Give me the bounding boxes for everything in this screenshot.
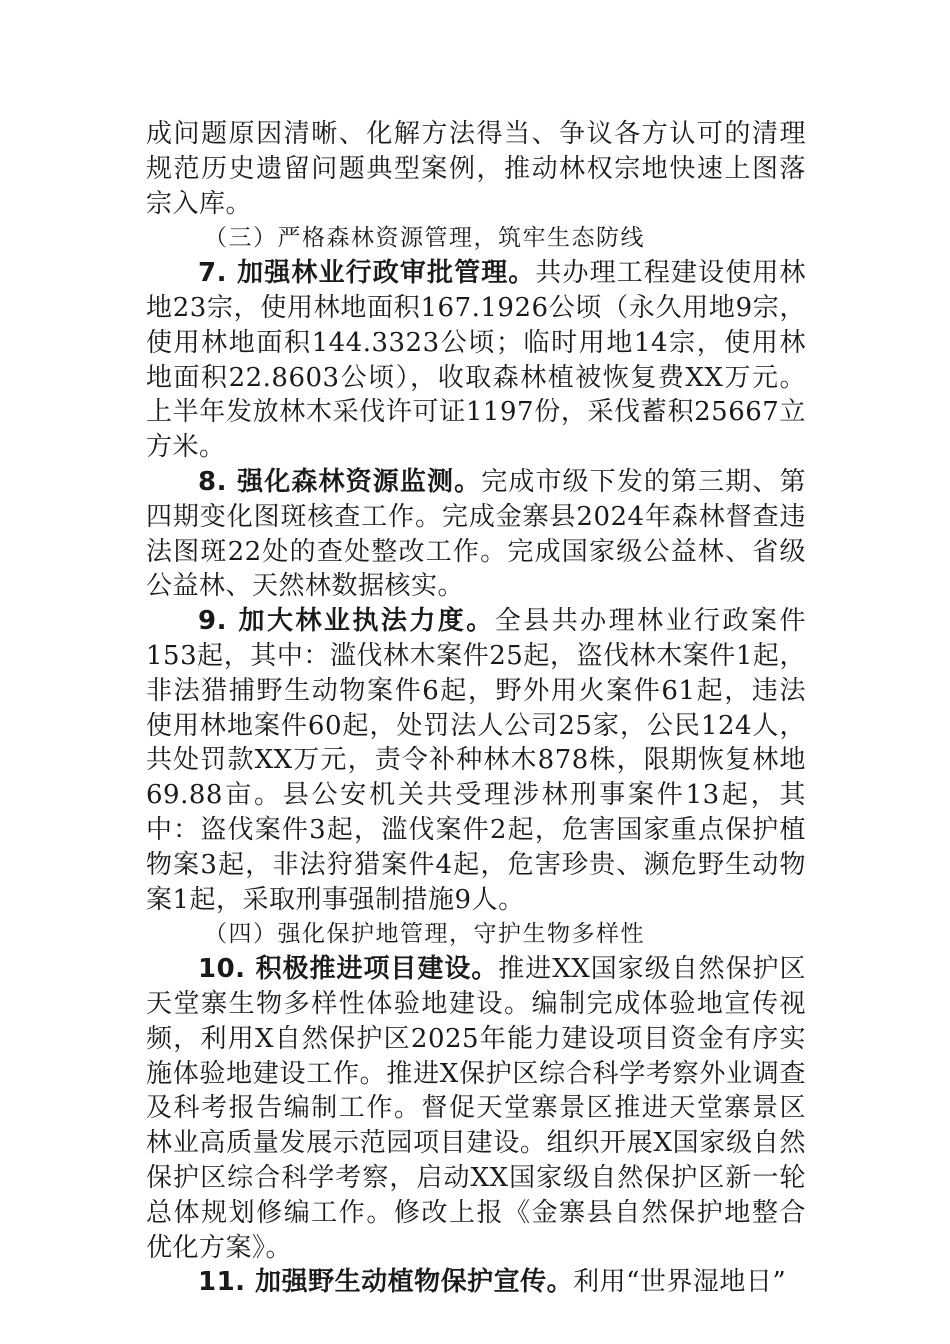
item-7-lead: 7. 加强林业行政审批管理。 [198,258,536,289]
item-10-lead: 10. 积极推进项目建设。 [198,954,499,985]
item-8-lead: 8. 强化森林资源监测。 [198,466,482,497]
item-8-paragraph [146,465,806,604]
item-8-body: 完成市级下发的第三期、第四期变化图斑核查工作。完成金寨县2024年森林督查违法图斑22处的查处整改工作。完成国家级公益林、省级公益林、天然林数据核实。 [146,466,806,602]
item-10-body: 推进XX国家级自然保护区天堂寨生物多样性体验地建设。编制完成体验地宣传视频，利用X自然保护区2025年能力建设项目资金有序实施体验地建设工作。推进X保护区综合科学考察外业调查及科考报告编制工作。督促天堂寨景区推进天堂寨景区林业高质量发展示范园项目建设。组织开展X国家级自然保护区综合科学考察，启动XX国家级自然保护区新一轮总体规划修编工作。修改上报《金寨县自然保护地整合优化方案》。 [146,954,806,1263]
document-page [146,117,806,1300]
item-11-lead: 11. 加强野生动植物保护宣传。 [198,1267,574,1298]
item-9-body: 全县共办理林业行政案件153起，其中：滥伐林木案件25起，盗伐林木案件1起，非法猎捕野生动物案件6起，野外用火案件61起，违法使用林地案件60起，处罚法人公司25家，公民124人，共处罚款XX万元，责令补种林木878株，限期恢复林地69.88亩。县公安机关共受理涉林刑事案件13起，其中：盗伐案件3起，滥伐案件2起，危害国家重点保护植物案3起，非法狩猎案件4起，危害珍贵、濒危野生动物案1起，采取刑事强制措施9人。 [146,606,806,915]
intro-paragraph: 成问题原因清晰、化解方法得当、争议各方认可的清理规范历史遗留问题典型案例，推动林权宗地快速上图落宗入库。 [146,119,806,219]
item-7-body: 共办理工程建设使用林地23宗，使用林地面积167.1926公顷（永久用地9宗，使用林地面积144.3323公顷；临时用地14宗，使用林地面积22.8603公顷），收取森林植被恢复费XX万元。上半年发放林木采伐许可证1197份，采伐蓄积25667立方米。 [146,258,806,463]
section-heading-4: （四）强化保护地管理，守护生物多样性 [204,921,645,948]
item-10-paragraph [146,952,806,1265]
item-9-lead: 9. 加大林业执法力度。 [198,606,495,637]
item-11-paragraph [146,1265,806,1300]
section-heading-3: （三）严格森林资源管理，筑牢生态防线 [204,225,645,252]
item-9-paragraph [146,604,806,917]
item-11-body: 利用“世界湿地日” [573,1267,787,1298]
item-7-paragraph [146,256,806,465]
